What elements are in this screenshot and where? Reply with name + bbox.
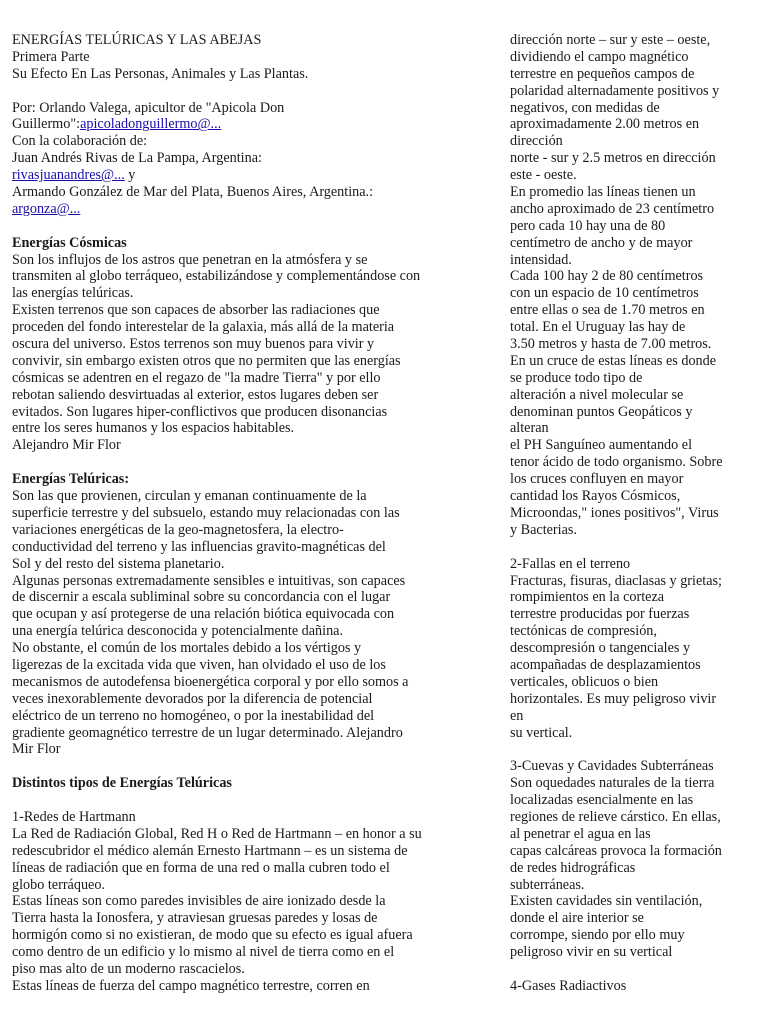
text: ENERGÍAS TELÚRICAS Y LAS ABEJAS: [12, 32, 262, 48]
right-line: [510, 708, 750, 725]
left-line: [12, 252, 482, 269]
right-line: [510, 792, 750, 809]
text: las energías telúricas.: [12, 285, 134, 302]
left-line: [12, 978, 482, 995]
text: negativos, con medidas de: [510, 99, 660, 116]
text: corrompe, siendo por ello muy: [510, 927, 685, 944]
text: subterráneas.: [510, 876, 585, 893]
text: capas calcáreas provoca la formación: [510, 842, 722, 859]
text: Microondas," iones positivos", Virus: [510, 504, 719, 521]
right-line: [510, 353, 750, 370]
text: La Red de Radiación Global, Red H o Red de Hartmann – en honor a su: [12, 825, 422, 842]
text: Tierra hasta la Ionosfera, y atraviesan gruesas paredes y losas de: [12, 910, 378, 927]
text: se produce todo tipo de: [510, 369, 643, 386]
left-line: [12, 556, 482, 573]
text: 4-Gases Radiactivos: [510, 977, 627, 994]
right-line: [510, 218, 750, 235]
text: oscura del universo. Estos terrenos son muy buenos para vivir y: [12, 336, 375, 353]
left-line: [12, 674, 482, 691]
right-line: [510, 302, 750, 319]
left-line: [12, 404, 482, 421]
email-link[interactable]: apicoladonguillermo@...: [80, 116, 222, 133]
left-line: [12, 792, 482, 809]
right-line: [510, 336, 750, 353]
text: y: [124, 167, 136, 184]
left-line: [12, 910, 482, 927]
left-line: [12, 758, 482, 775]
right-line: [510, 454, 750, 471]
right-line: [510, 725, 750, 742]
left-line: [12, 640, 482, 657]
left-line: [12, 877, 482, 894]
text: Existen terrenos que son capaces de absorber las radiaciones que: [12, 302, 380, 319]
text: descompresión o tangenciales y: [510, 640, 691, 657]
left-line: [12, 353, 482, 370]
left-line: [12, 387, 482, 404]
right-line: [510, 100, 750, 117]
right-line: [510, 589, 750, 606]
left-line: [12, 927, 482, 944]
right-line: [510, 522, 750, 539]
text: No obstante, el común de los mortales debido a los vértigos y: [12, 640, 362, 657]
right-column: [510, 32, 750, 995]
right-line: [510, 252, 750, 269]
right-line: [510, 606, 750, 623]
right-line: [510, 674, 750, 691]
text: 3-Cuevas y Cavidades Subterráneas: [510, 758, 714, 775]
left-line: [12, 235, 482, 252]
text: redescubridor el médico alemán Ernesto Hartmann – es un sistema de: [12, 842, 408, 859]
text: con un espacio de 10 centímetros: [510, 285, 699, 302]
text: ligerezas de la excitada vida que viven, han olvidado el uso de los: [12, 656, 386, 673]
right-line: [510, 893, 750, 910]
email-link[interactable]: rivasjuanandres@...: [12, 167, 125, 184]
right-line: [510, 556, 750, 573]
right-line: [510, 640, 750, 657]
text: mecanismos de autodefensa bioenergética corporal y por ello somos a: [12, 673, 409, 690]
right-line: [510, 910, 750, 927]
left-line: [12, 268, 482, 285]
left-line: [12, 167, 482, 184]
text: Guillermo":: [12, 116, 81, 133]
text: donde el aire interior se: [510, 910, 644, 927]
text: Existen cavidades sin ventilación,: [510, 893, 703, 910]
left-line: [12, 691, 482, 708]
left-line: [12, 589, 482, 606]
right-line: [510, 860, 750, 877]
text: una energía telúrica desconocida y potencialmente dañina.: [12, 623, 344, 640]
right-line: [510, 927, 750, 944]
right-line: [510, 944, 750, 961]
left-line: [12, 100, 482, 117]
left-line: [12, 83, 482, 100]
left-line: [12, 336, 482, 353]
left-line: [12, 32, 482, 49]
left-line: [12, 420, 482, 437]
text: Estas líneas de fuerza del campo magnético terrestre, corren en: [12, 977, 370, 994]
right-line: [510, 758, 750, 775]
text: norte - sur y 2.5 metros en dirección: [510, 150, 716, 167]
right-line: [510, 420, 750, 437]
right-line: [510, 235, 750, 252]
left-line: [12, 150, 482, 167]
text: pero cada 10 hay una de 80: [510, 217, 666, 234]
text: cósmicas se adentren en el regazo de "la madre Tierra" y por ello: [12, 369, 381, 386]
text: centímetro de ancho y de mayor: [510, 234, 693, 251]
left-line: [12, 657, 482, 674]
text: Estas líneas son como paredes invisibles de aire ionizado desde la: [12, 893, 386, 910]
left-line: [12, 708, 482, 725]
text: tenor ácido de todo organismo. Sobre: [510, 454, 723, 471]
right-line: [510, 961, 750, 978]
left-line: [12, 606, 482, 623]
right-line: [510, 691, 750, 708]
text: Son los influjos de los astros que penetran en la atmósfera y se: [12, 251, 368, 268]
text: regiones de relieve cárstico. En ellas,: [510, 808, 721, 825]
right-line: [510, 268, 750, 285]
text: tectónicas de compresión,: [510, 623, 657, 640]
text: de discernir a escala subliminal sobre su concordancia con el lugar: [12, 589, 391, 606]
text: dirección norte – sur y este – oeste,: [510, 32, 711, 48]
right-line: [510, 809, 750, 826]
right-line: [510, 623, 750, 640]
text: este - oeste.: [510, 167, 577, 184]
right-line: [510, 843, 750, 860]
text: el PH Sanguíneo aumentando el: [510, 437, 693, 454]
right-line: [510, 877, 750, 894]
right-line: [510, 167, 750, 184]
text: veces inexorablemente devorados por la diferencia de potencial: [12, 690, 373, 707]
text: Su Efecto En Las Personas, Animales y Las Plantas.: [12, 65, 309, 82]
left-line: [12, 505, 482, 522]
text: terrestre en pequeños campos de: [510, 65, 695, 82]
text: y Bacterias.: [510, 521, 577, 538]
text: En promedio las líneas tienen un: [510, 184, 696, 201]
left-line: [12, 944, 482, 961]
left-line: [12, 573, 482, 590]
text: que ocupan y así protegerse de una relación biótica equivocada con: [12, 606, 395, 623]
text: total. En el Uruguay las hay de: [510, 319, 686, 336]
right-line: [510, 133, 750, 150]
right-line: [510, 32, 750, 49]
text: convivir, sin embargo existen otros que no permiten que las energías: [12, 352, 401, 369]
left-line: [12, 218, 482, 235]
right-line: [510, 404, 750, 421]
left-line: [12, 893, 482, 910]
text: variaciones energéticas de la geo-magnetosfera, la electro-: [12, 521, 344, 538]
text: eléctrico de un terreno no homogéneo, o por la inestabilidad del: [12, 707, 375, 724]
right-line: [510, 826, 750, 843]
text: Armando González de Mar del Plata, Buenos Aires, Argentina.:: [12, 184, 374, 201]
text: alteran: [510, 420, 549, 437]
text: 2-Fallas en el terreno: [510, 555, 631, 572]
text: su vertical.: [510, 724, 573, 741]
left-line: [12, 201, 482, 218]
left-line: [12, 133, 482, 150]
text: Son las que provienen, circulan y emanan continuamente de la: [12, 488, 367, 505]
left-line: [12, 285, 482, 302]
text: 1-Redes de Hartmann: [12, 808, 136, 825]
text: verticales, oblicuos o bien: [510, 673, 659, 690]
text: transmiten al globo terráqueo, estabilizándose y complementándose con: [12, 268, 421, 285]
email-link[interactable]: argonza@...: [12, 200, 81, 217]
text: en: [510, 707, 524, 724]
left-line: [12, 66, 482, 83]
text: localizadas esencialmente en las: [510, 792, 694, 809]
text: En un cruce de estas líneas es donde: [510, 352, 717, 369]
left-line: [12, 184, 482, 201]
text: globo terráqueo.: [12, 876, 105, 893]
left-line: [12, 775, 482, 792]
left-line: [12, 961, 482, 978]
text: Fracturas, fisuras, diaclasas y grietas;: [510, 572, 722, 589]
left-line: [12, 454, 482, 471]
right-line: [510, 150, 750, 167]
left-line: [12, 809, 482, 826]
text: Son oquedades naturales de la tierra: [510, 775, 715, 792]
text: conductividad del terreno y las influencias gravito-magnéticas del: [12, 538, 386, 555]
right-line: [510, 471, 750, 488]
left-line: [12, 826, 482, 843]
text: Sol y del resto del sistema planetario.: [12, 555, 225, 572]
text: Mir Flor: [12, 741, 61, 758]
left-line: [12, 49, 482, 66]
left-line: [12, 116, 482, 133]
text: superficie terrestre y del subsuelo, estando muy relacionadas con las: [12, 504, 400, 521]
text: alteración a nivel molecular se: [510, 386, 684, 403]
left-line: [12, 302, 482, 319]
left-line: [12, 843, 482, 860]
left-line: [12, 522, 482, 539]
right-line: [510, 657, 750, 674]
right-line: [510, 201, 750, 218]
text: los cruces confluyen en mayor: [510, 471, 684, 488]
text: al penetrar el agua en las: [510, 825, 651, 842]
left-line: [12, 623, 482, 640]
text: aproximadamente 2.00 metros en: [510, 116, 700, 133]
right-line: [510, 116, 750, 133]
left-column: [12, 32, 482, 995]
text: rompimientos en la corteza: [510, 589, 665, 606]
right-line: [510, 285, 750, 302]
text: líneas de radiación que en forma de una red o malla cubren todo el: [12, 859, 390, 876]
right-line: [510, 49, 750, 66]
text: dirección: [510, 133, 563, 150]
right-line: [510, 387, 750, 404]
text: piso mas alto de un moderno rascacielos.: [12, 960, 245, 977]
text: peligroso vivir en su vertical: [510, 944, 673, 961]
text: Juan Andrés Rivas de La Pampa, Argentina:: [12, 150, 262, 167]
right-line: [510, 370, 750, 387]
left-line: [12, 437, 482, 454]
text: Energías Telúricas:: [12, 471, 130, 488]
text: 3.50 metros y hasta de 7.00 metros.: [510, 336, 712, 353]
text: dividiendo el campo magnético: [510, 48, 689, 65]
text: intensidad.: [510, 251, 572, 268]
text: terrestre producidas por fuerzas: [510, 606, 690, 623]
right-line: [510, 978, 750, 995]
right-line: [510, 66, 750, 83]
text: horizontales. Es muy peligroso vivir: [510, 690, 717, 707]
text: Algunas personas extremadamente sensibles e intuitivas, son capaces: [12, 572, 406, 589]
left-line: [12, 725, 482, 742]
text: evitados. Son lugares hiper-conflictivos que producen disonancias: [12, 403, 388, 420]
right-line: [510, 505, 750, 522]
text: proceden del fondo interestelar de la galaxia, más allá de la materia: [12, 319, 395, 336]
text: hormigón como si no existieran, de modo que su efecto es igual afuera: [12, 927, 413, 944]
text: Cada 100 hay 2 de 80 centímetros: [510, 268, 704, 285]
left-line: [12, 471, 482, 488]
right-line: [510, 319, 750, 336]
left-line: [12, 319, 482, 336]
text: ancho aproximado de 23 centímetro: [510, 200, 715, 217]
left-line: [12, 860, 482, 877]
left-line: [12, 741, 482, 758]
right-line: [510, 488, 750, 505]
right-line: [510, 437, 750, 454]
text: Con la colaboración de:: [12, 133, 148, 150]
text: cantidad los Rayos Cósmicos,: [510, 488, 681, 505]
text: Distintos tipos de Energías Telúricas: [12, 775, 232, 792]
text: Alejandro Mir Flor: [12, 437, 121, 454]
right-line: [510, 573, 750, 590]
right-line: [510, 83, 750, 100]
text: entre ellas o sea de 1.70 metros en: [510, 302, 705, 319]
right-line: [510, 184, 750, 201]
right-line: [510, 539, 750, 556]
text: de redes hidrográficas: [510, 859, 636, 876]
left-line: [12, 370, 482, 387]
text: gradiente geomagnético terrestre de un lugar determinado. Alejandro: [12, 724, 403, 741]
right-line: [510, 741, 750, 758]
text: Energías Cósmicas: [12, 234, 127, 251]
left-line: [12, 539, 482, 556]
text: rebotan saliendo desvirtuadas al exterior, estos lugares deben ser: [12, 386, 379, 403]
left-line: [12, 488, 482, 505]
text: denominan puntos Geopáticos y: [510, 403, 693, 420]
text: como dentro de un edificio y lo mismo al nivel de tierra como en el: [12, 944, 395, 961]
text: polaridad alternadamente positivos y: [510, 82, 720, 99]
text: Primera Parte: [12, 48, 90, 65]
right-line: [510, 775, 750, 792]
text: Por: Orlando Valega, apicultor de "Apicola Don: [12, 99, 285, 116]
text: entre los seres humanos y los espacios habitables.: [12, 420, 295, 437]
text: acompañadas de desplazamientos: [510, 656, 701, 673]
